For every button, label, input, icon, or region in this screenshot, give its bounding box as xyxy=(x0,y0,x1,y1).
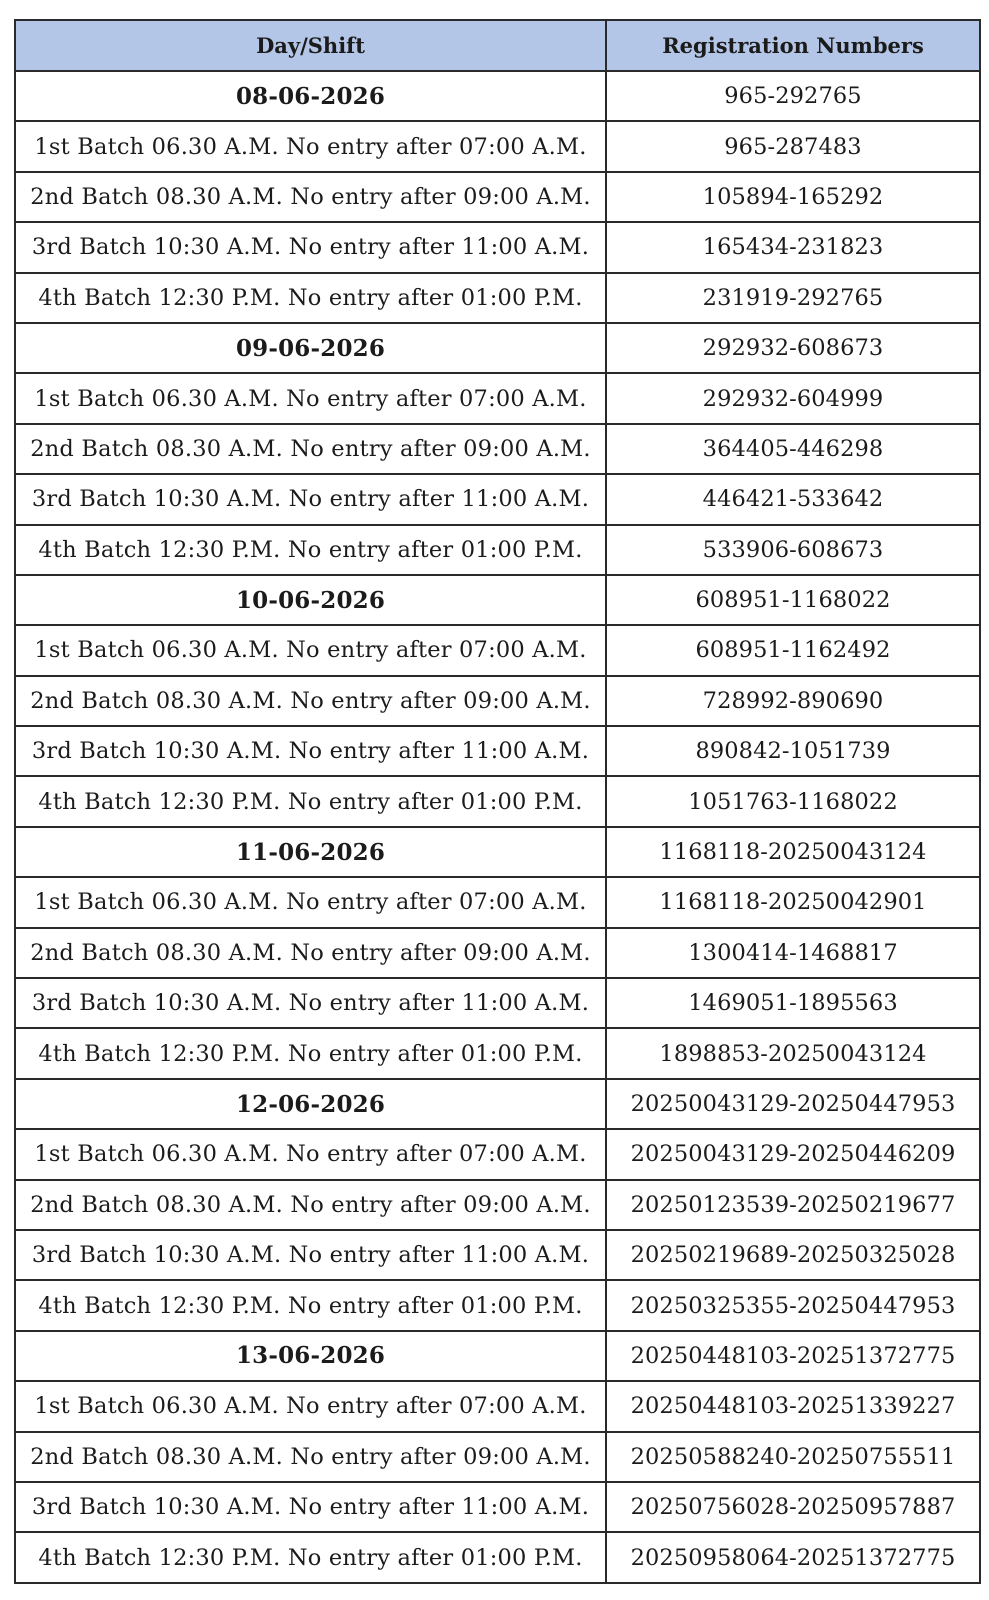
registration-range-cell: 965-292765 xyxy=(606,71,980,121)
registration-range-cell: 20250219689-20250325028 xyxy=(606,1230,980,1280)
batch-row xyxy=(15,1280,980,1330)
batch-row xyxy=(15,928,980,978)
registration-range-cell: 965-287483 xyxy=(606,121,980,171)
batch-shift-cell: 3rd Batch 10:30 A.M. No entry after 11:00 A.M. xyxy=(15,222,606,272)
registration-range-cell: 20250043129-20250447953 xyxy=(606,1079,980,1129)
date-row xyxy=(15,323,980,373)
batch-row xyxy=(15,273,980,323)
batch-row xyxy=(15,1180,980,1230)
date-cell: 12-06-2026 xyxy=(15,1079,606,1129)
registration-range-cell: 728992-890690 xyxy=(606,676,980,726)
registration-range-cell: 20250325355-20250447953 xyxy=(606,1280,980,1330)
batch-shift-cell: 2nd Batch 08.30 A.M. No entry after 09:00 A.M. xyxy=(15,1180,606,1230)
registration-range-cell: 1168118-20250043124 xyxy=(606,827,980,877)
batch-shift-cell: 4th Batch 12:30 P.M. No entry after 01:00 P.M. xyxy=(15,1280,606,1330)
registration-range-cell: 20250448103-20251372775 xyxy=(606,1331,980,1381)
batch-shift-cell: 4th Batch 12:30 P.M. No entry after 01:00 P.M. xyxy=(15,1532,606,1582)
registration-range-cell: 20250958064-20251372775 xyxy=(606,1532,980,1582)
batch-row xyxy=(15,172,980,222)
registration-range-cell: 1051763-1168022 xyxy=(606,776,980,826)
registration-range-cell: 20250123539-20250219677 xyxy=(606,1180,980,1230)
date-row xyxy=(15,71,980,121)
batch-shift-cell: 1st Batch 06.30 A.M. No entry after 07:00 A.M. xyxy=(15,1381,606,1431)
batch-shift-cell: 4th Batch 12:30 P.M. No entry after 01:00 P.M. xyxy=(15,273,606,323)
registration-range-cell: 1168118-20250042901 xyxy=(606,877,980,927)
registration-range-cell: 292932-604999 xyxy=(606,373,980,423)
registration-range-cell: 20250043129-20250446209 xyxy=(606,1129,980,1179)
date-cell: 10-06-2026 xyxy=(15,575,606,625)
batch-row xyxy=(15,474,980,524)
batch-shift-cell: 1st Batch 06.30 A.M. No entry after 07:00 A.M. xyxy=(15,121,606,171)
registration-range-cell: 533906-608673 xyxy=(606,525,980,575)
registration-range-cell: 105894-165292 xyxy=(606,172,980,222)
registration-range-cell: 20250448103-20251339227 xyxy=(606,1381,980,1431)
batch-row xyxy=(15,726,980,776)
batch-shift-cell: 2nd Batch 08.30 A.M. No entry after 09:00 A.M. xyxy=(15,1432,606,1482)
registration-range-cell: 292932-608673 xyxy=(606,323,980,373)
batch-row xyxy=(15,222,980,272)
batch-shift-cell: 3rd Batch 10:30 A.M. No entry after 11:00 A.M. xyxy=(15,978,606,1028)
header-registration-numbers: Registration Numbers xyxy=(606,20,980,71)
batch-row xyxy=(15,676,980,726)
date-cell: 09-06-2026 xyxy=(15,323,606,373)
batch-shift-cell: 2nd Batch 08.30 A.M. No entry after 09:00 A.M. xyxy=(15,928,606,978)
registration-range-cell: 446421-533642 xyxy=(606,474,980,524)
date-cell: 08-06-2026 xyxy=(15,71,606,121)
batch-row xyxy=(15,877,980,927)
header-row xyxy=(15,20,980,71)
batch-row xyxy=(15,1532,980,1582)
batch-shift-cell: 3rd Batch 10:30 A.M. No entry after 11:00 A.M. xyxy=(15,474,606,524)
batch-row xyxy=(15,373,980,423)
date-row xyxy=(15,827,980,877)
header-day-shift: Day/Shift xyxy=(15,20,606,71)
registration-range-cell: 20250588240-20250755511 xyxy=(606,1432,980,1482)
batch-shift-cell: 1st Batch 06.30 A.M. No entry after 07:00 A.M. xyxy=(15,625,606,675)
batch-row xyxy=(15,1230,980,1280)
batch-shift-cell: 1st Batch 06.30 A.M. No entry after 07:00 A.M. xyxy=(15,373,606,423)
batch-shift-cell: 3rd Batch 10:30 A.M. No entry after 11:00 A.M. xyxy=(15,726,606,776)
batch-row xyxy=(15,1482,980,1532)
registration-schedule-table xyxy=(14,19,981,1584)
batch-row xyxy=(15,625,980,675)
date-cell: 11-06-2026 xyxy=(15,827,606,877)
registration-range-cell: 608951-1162492 xyxy=(606,625,980,675)
date-row xyxy=(15,1079,980,1129)
batch-shift-cell: 1st Batch 06.30 A.M. No entry after 07:00 A.M. xyxy=(15,1129,606,1179)
registration-range-cell: 890842-1051739 xyxy=(606,726,980,776)
batch-row xyxy=(15,1381,980,1431)
batch-shift-cell: 3rd Batch 10:30 A.M. No entry after 11:00 A.M. xyxy=(15,1230,606,1280)
batch-shift-cell: 3rd Batch 10:30 A.M. No entry after 11:00 A.M. xyxy=(15,1482,606,1532)
registration-range-cell: 1898853-20250043124 xyxy=(606,1028,980,1078)
batch-row xyxy=(15,424,980,474)
batch-row xyxy=(15,776,980,826)
table-header xyxy=(15,20,980,71)
batch-row xyxy=(15,121,980,171)
registration-range-cell: 165434-231823 xyxy=(606,222,980,272)
batch-row xyxy=(15,1432,980,1482)
registration-range-cell: 1469051-1895563 xyxy=(606,978,980,1028)
batch-shift-cell: 1st Batch 06.30 A.M. No entry after 07:00 A.M. xyxy=(15,877,606,927)
batch-shift-cell: 4th Batch 12:30 P.M. No entry after 01:00 P.M. xyxy=(15,776,606,826)
batch-shift-cell: 2nd Batch 08.30 A.M. No entry after 09:00 A.M. xyxy=(15,172,606,222)
batch-row xyxy=(15,525,980,575)
batch-row xyxy=(15,1028,980,1078)
table-body xyxy=(15,71,980,1583)
date-cell: 13-06-2026 xyxy=(15,1331,606,1381)
registration-range-cell: 364405-446298 xyxy=(606,424,980,474)
registration-range-cell: 231919-292765 xyxy=(606,273,980,323)
batch-shift-cell: 2nd Batch 08.30 A.M. No entry after 09:00 A.M. xyxy=(15,676,606,726)
registration-range-cell: 1300414-1468817 xyxy=(606,928,980,978)
registration-range-cell: 20250756028-20250957887 xyxy=(606,1482,980,1532)
batch-shift-cell: 4th Batch 12:30 P.M. No entry after 01:00 P.M. xyxy=(15,1028,606,1078)
batch-row xyxy=(15,1129,980,1179)
date-row xyxy=(15,1331,980,1381)
date-row xyxy=(15,575,980,625)
batch-shift-cell: 2nd Batch 08.30 A.M. No entry after 09:00 A.M. xyxy=(15,424,606,474)
registration-range-cell: 608951-1168022 xyxy=(606,575,980,625)
batch-shift-cell: 4th Batch 12:30 P.M. No entry after 01:00 P.M. xyxy=(15,525,606,575)
batch-row xyxy=(15,978,980,1028)
